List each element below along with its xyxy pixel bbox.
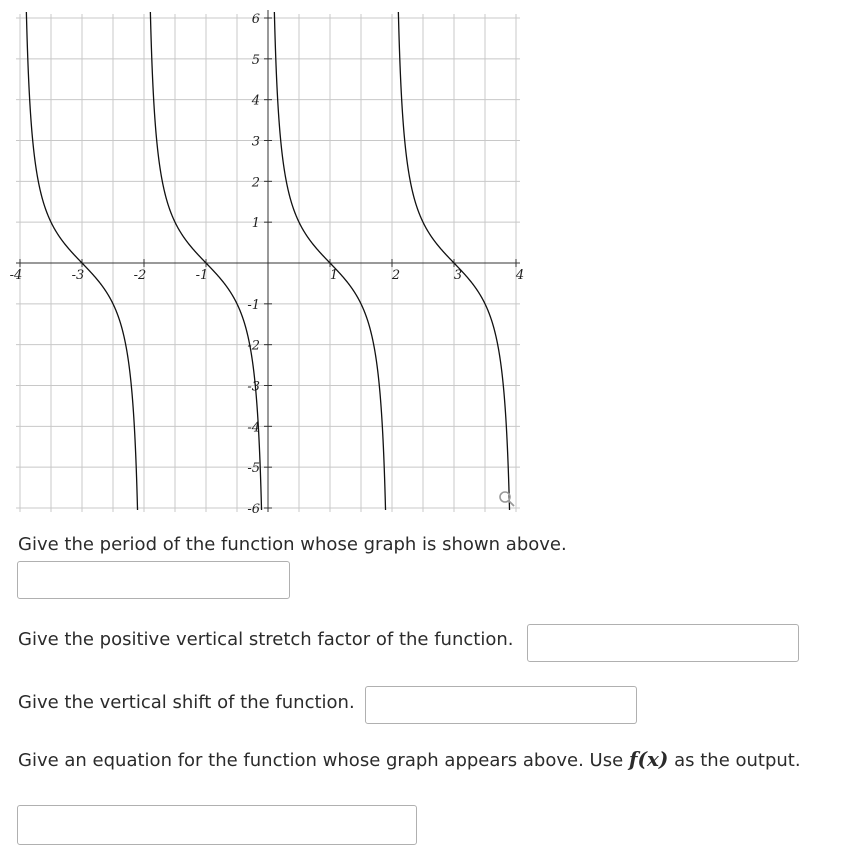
period-input[interactable]	[17, 561, 290, 599]
equation-question	[18, 747, 801, 771]
x-tick-label: 2	[391, 268, 401, 283]
stretch-question: Give the positive vertical stretch factor of the function.	[18, 629, 514, 650]
y-tick-label: -2	[247, 338, 260, 354]
y-tick-label: -1	[247, 297, 260, 313]
x-tick-label: -3	[71, 268, 85, 283]
y-tick-label: -4	[247, 420, 260, 436]
magnify-icon[interactable]	[500, 492, 514, 506]
y-tick-label: 3	[251, 134, 260, 150]
y-tick-label: 4	[251, 93, 260, 109]
y-tick-label: -3	[247, 379, 260, 395]
period-question: Give the period of the function whose graph is shown above.	[18, 534, 567, 555]
x-tick-label: 4	[515, 268, 525, 283]
x-tick-label: 3	[453, 268, 463, 283]
x-tick-label: -1	[195, 268, 209, 283]
y-tick-label: -5	[247, 461, 260, 477]
y-tick-label: 5	[251, 52, 260, 68]
y-tick-label: 2	[251, 175, 260, 191]
equation-input[interactable]	[17, 805, 417, 845]
y-tick-label: 1	[251, 216, 260, 232]
function-notation: f(x)	[628, 747, 669, 771]
function-graph	[0, 0, 530, 515]
y-tick-label: 6	[251, 12, 260, 27]
x-tick-label: -4	[9, 268, 23, 283]
equation-label-before: Give an equation for the function whose graph appears above. Use	[18, 750, 624, 771]
stretch-input[interactable]	[527, 624, 799, 662]
x-tick-label: -2	[133, 268, 147, 283]
shift-question: Give the vertical shift of the function.	[18, 692, 355, 713]
axes	[16, 10, 520, 512]
shift-input[interactable]	[365, 686, 637, 724]
x-tick-label: 1	[329, 268, 339, 283]
y-tick-label: -6	[247, 502, 260, 515]
equation-label-after: as the output.	[674, 750, 801, 771]
